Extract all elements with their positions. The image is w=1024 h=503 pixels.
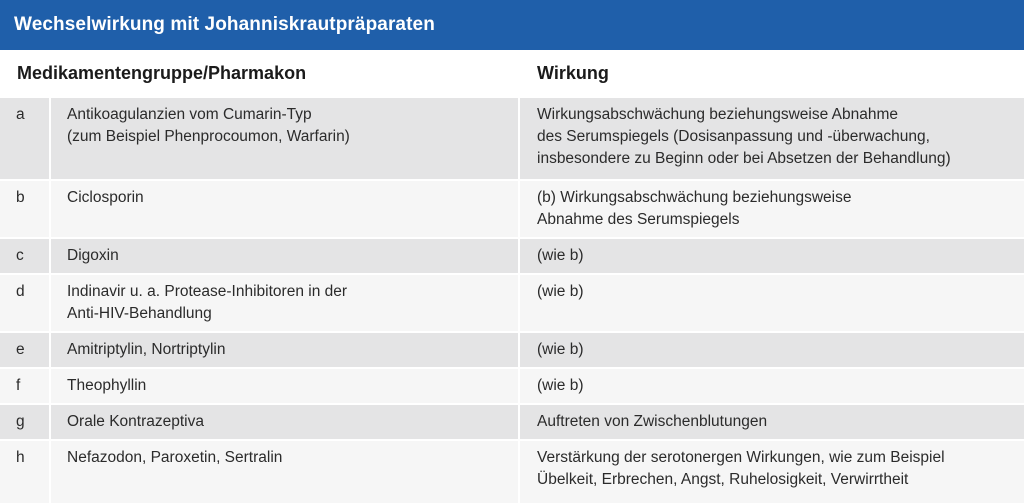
table-row — [0, 331, 1024, 367]
row-letter-line: f — [16, 377, 21, 394]
table-body — [0, 96, 1024, 503]
row-medication-line: Digoxin — [67, 247, 119, 264]
row-medication-line: Orale Kontrazeptiva — [67, 413, 204, 430]
row-medication — [51, 369, 520, 403]
row-effect-line: (wie b) — [537, 377, 584, 394]
table-row — [0, 403, 1024, 439]
row-effect — [520, 441, 1024, 503]
table-row — [0, 179, 1024, 237]
row-effect — [520, 369, 1024, 403]
row-letter-line: c — [16, 247, 24, 264]
row-medication-line: Amitriptylin, Nortriptylin — [67, 341, 226, 358]
row-medication — [51, 275, 520, 331]
row-letter-line: h — [16, 449, 25, 466]
row-effect — [520, 181, 1024, 237]
row-medication — [51, 333, 520, 367]
row-medication-line: Nefazodon, Paroxetin, Sertralin — [67, 449, 283, 466]
row-effect-line: (wie b) — [537, 283, 584, 300]
row-effect-line: Auftreten von Zwischenblutungen — [537, 413, 768, 430]
row-letter-line: d — [16, 283, 25, 300]
row-letter — [0, 333, 51, 367]
row-effect-line: (b) Wirkungsabschwächung beziehungsweise — [537, 189, 852, 206]
table-title-bar — [0, 0, 1024, 50]
row-letter-line: e — [16, 341, 25, 358]
row-effect-line: insbesondere zu Beginn oder bei Absetzen der Behandlung) — [537, 150, 951, 167]
row-medication-line: Anti-HIV-Behandlung — [67, 305, 212, 322]
row-medication-line: Indinavir u. a. Protease-Inhibitoren in der — [67, 283, 348, 300]
row-effect — [520, 98, 1024, 179]
table-header-row — [0, 50, 1024, 96]
header-medication-group: Medikamentengruppe/Pharmakon — [17, 62, 307, 83]
row-medication-line: (zum Beispiel Phenprocoumon, Warfarin) — [67, 128, 350, 145]
row-effect-line: Wirkungsabschwächung beziehungsweise Abnahme — [537, 106, 899, 123]
row-medication — [51, 441, 520, 503]
row-medication — [51, 98, 520, 179]
row-letter — [0, 239, 51, 273]
row-effect-line: (wie b) — [537, 341, 584, 358]
row-effect-line: des Serumspiegels (Dosisanpassung und -überwachung, — [537, 128, 930, 145]
row-letter — [0, 181, 51, 237]
row-letter — [0, 369, 51, 403]
row-effect-line: Verstärkung der serotonergen Wirkungen, wie zum Beispiel — [537, 449, 945, 466]
row-effect-line: Übelkeit, Erbrechen, Angst, Ruhelosigkeit, Verwirrtheit — [537, 471, 909, 488]
row-letter-line: b — [16, 189, 25, 206]
row-letter — [0, 98, 51, 179]
row-effect — [520, 405, 1024, 439]
row-letter — [0, 405, 51, 439]
row-effect — [520, 239, 1024, 273]
table-row — [0, 439, 1024, 503]
table-row — [0, 273, 1024, 331]
table-row — [0, 96, 1024, 179]
row-medication-line: Theophyllin — [67, 377, 147, 394]
row-letter — [0, 275, 51, 331]
row-effect — [520, 333, 1024, 367]
row-medication-line: Antikoagulanzien vom Cumarin-Typ — [67, 106, 312, 123]
row-medication — [51, 181, 520, 237]
row-effect — [520, 275, 1024, 331]
table-row — [0, 367, 1024, 403]
row-letter — [0, 441, 51, 503]
row-medication — [51, 239, 520, 273]
row-effect-line: Abnahme des Serumspiegels — [537, 211, 740, 228]
table-title: Wechselwirkung mit Johanniskrautpräparaten — [14, 14, 435, 35]
header-effect: Wirkung — [537, 62, 609, 83]
table-row — [0, 237, 1024, 273]
row-effect-line: (wie b) — [537, 247, 584, 264]
row-letter-line: a — [16, 106, 25, 123]
row-medication-line: Ciclosporin — [67, 189, 144, 206]
row-medication — [51, 405, 520, 439]
row-letter-line: g — [16, 413, 25, 430]
